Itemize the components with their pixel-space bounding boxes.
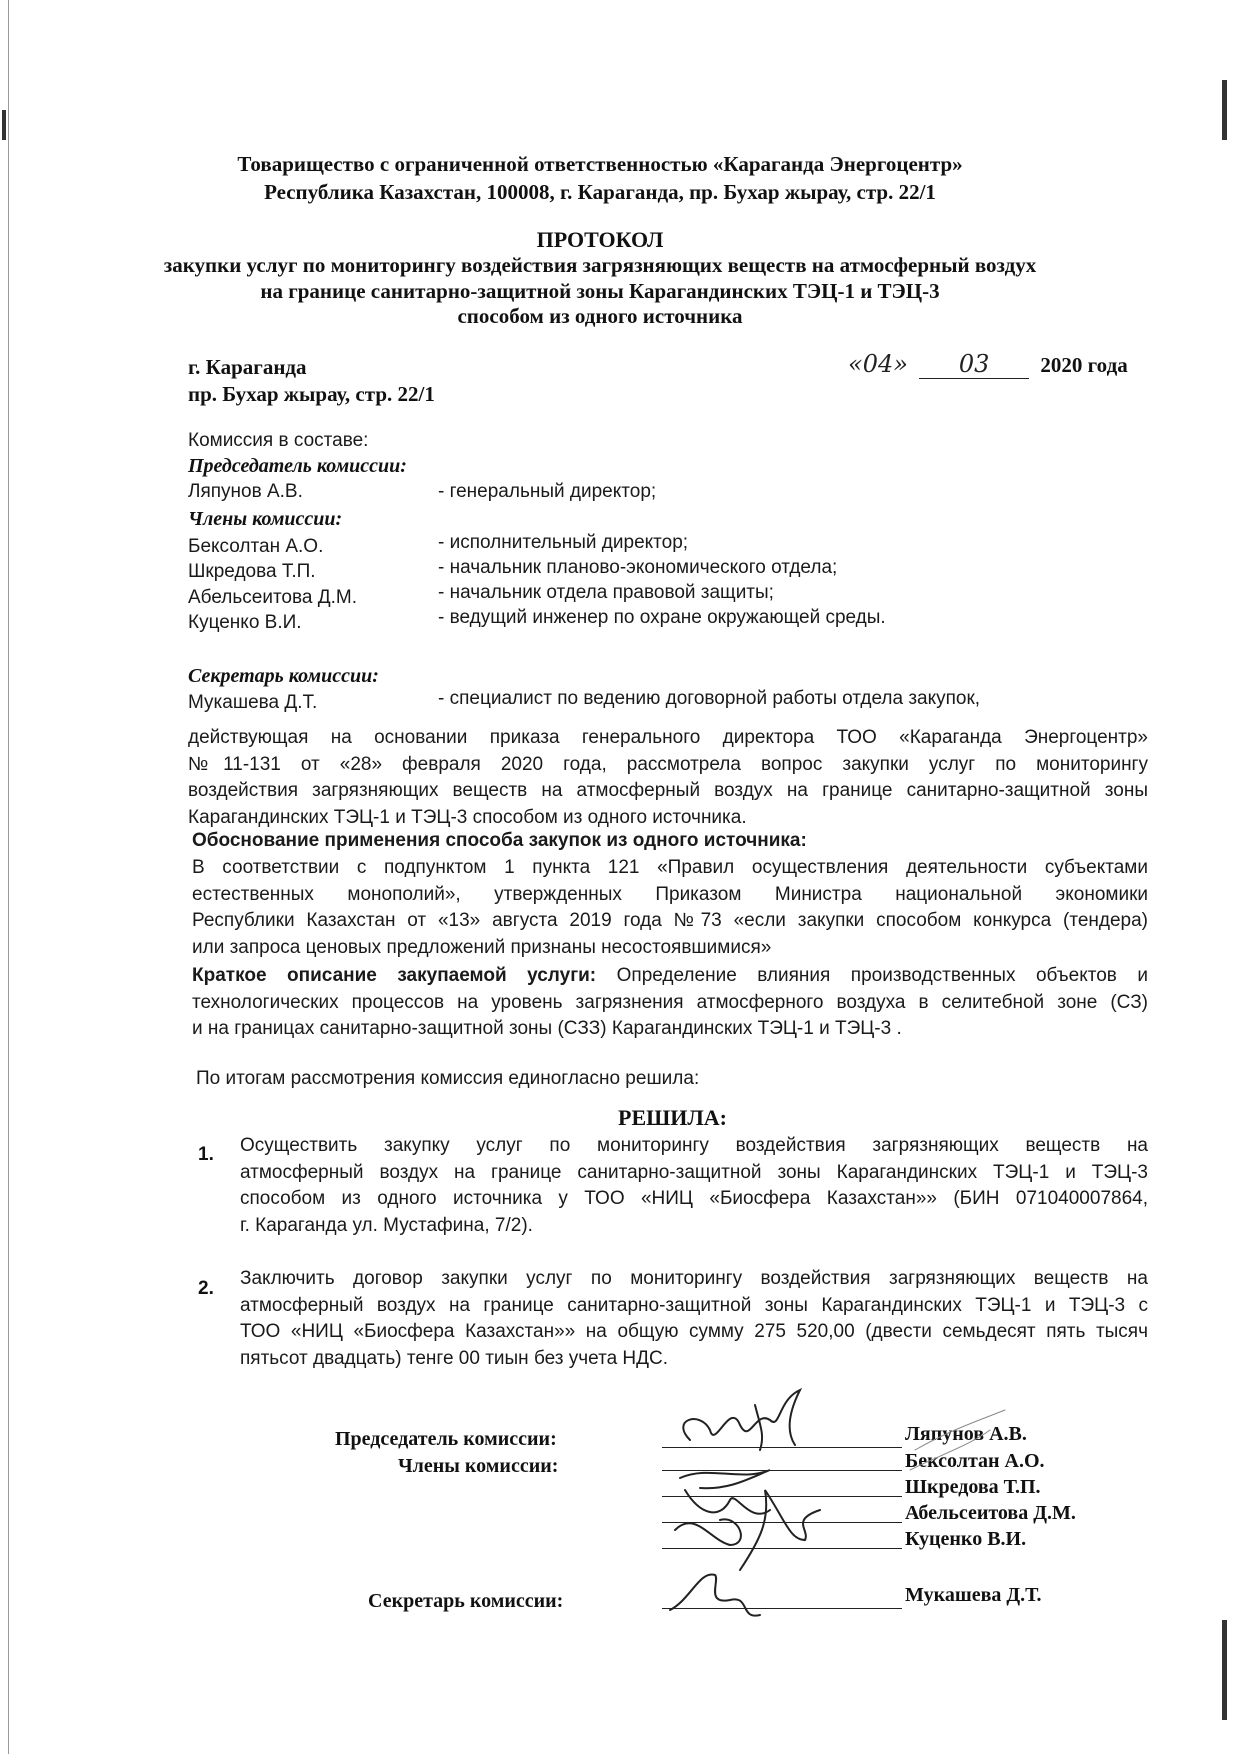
member-name: Бексолтан А.О. — [188, 536, 324, 557]
item-number: 1. — [198, 1144, 214, 1165]
signatory-name: Абельсеитова Д.М. — [905, 1502, 1076, 1524]
commission-intro: Комиссия в составе: — [188, 430, 369, 451]
member-role: - ведущий инженер по охране окружающей среды. — [438, 607, 886, 628]
secretary-role: - специалист по ведению договорной работы отдела закупок, — [438, 688, 981, 709]
members-heading: Члены комиссии: — [188, 508, 343, 530]
paragraph-line: г. Караганда ул. Мустафина, 7/2). — [240, 1214, 533, 1236]
signatory-name: Ляпунов А.В. — [905, 1423, 1027, 1445]
scan-edge-mark — [8, 0, 9, 1754]
paragraph-line: действующая на основании приказа генерального директора ТОО «Караганда Энергоцентр» — [188, 727, 1148, 748]
date-day-open: « — [848, 350, 863, 378]
paragraph-line: пятьсот двадцать) тенге 00 тиын без учета НДС. — [240, 1347, 669, 1369]
decision-item-1 — [240, 1133, 1148, 1239]
signatory-name: Куценко В.И. — [905, 1528, 1027, 1550]
scan-edge-mark — [1222, 1620, 1227, 1720]
member-role: - исполнительный директор; — [438, 532, 689, 553]
organization-name: Товарищество с ограниченной ответственностью «Караганда Энергоцентр» — [237, 152, 963, 176]
paragraph-line: Осуществить закупку услуг по мониторингу воздействия загрязняющих веществ на — [240, 1135, 1148, 1156]
decision-item-2 — [240, 1266, 1148, 1372]
date-day: 04 — [862, 350, 894, 378]
paragraph-line — [192, 963, 1148, 990]
title-line-3: способом из одного источника — [457, 304, 743, 328]
paragraph-line: воздействия загрязняющих веществ на атмосферный воздух на границе санитарно-защитной зоны — [188, 780, 1148, 801]
paragraph-line: атмосферный воздух на границе санитарно-защитной зоны Карагандинских ТЭЦ-1 и ТЭЦ-3 — [240, 1161, 1148, 1183]
date-month-underline — [919, 350, 1029, 379]
scan-edge-mark — [1222, 80, 1227, 140]
signatory-name: Шкредова Т.П. — [905, 1476, 1041, 1498]
paragraph-line: №11-131 от «28» февраля 2020 года, рассмотрела вопрос закупки услуг по мониторингу — [188, 753, 1148, 775]
paragraph-line: технологических процессов на уровень загрязнения атмосферного воздуха в селитебной зоне (СЗ) — [192, 991, 1148, 1013]
scan-edge-mark — [2, 110, 6, 140]
justification-paragraph — [192, 855, 1148, 961]
paragraph-line: ТОО «НИЦ «Биосфера Казахстан»» на общую сумму 275 520,00 (двести семьдесят пять тысяч — [240, 1321, 1148, 1342]
paragraph-line: естественных монополий», утвержденных Приказом Министра национальной экономики — [192, 883, 1148, 905]
paragraph-line: В соответствии с подпунктом 1 пункта 121 «Правил осуществления деятельности субъектами — [192, 857, 1148, 878]
date-month: 03 — [958, 350, 990, 378]
chair-name: Ляпунов А.В. — [188, 481, 303, 502]
signatory-name: Мукашева Д.Т. — [905, 1584, 1042, 1606]
member-name: Шкредова Т.П. — [188, 561, 316, 582]
document-title: ПРОТОКОЛ — [536, 227, 664, 252]
paragraph-line: и на границах санитарно-защитной зоны (СЗЗ) Карагандинских ТЭЦ-1 и ТЭЦ-3 . — [192, 1018, 902, 1039]
paragraph-line: или запроса ценовых предложений признаны несостоявшимися» — [192, 936, 772, 958]
date-day-close: » — [893, 350, 908, 378]
paragraph-line: способом из одного источника у ТОО «НИЦ «Биосфера Казахстан»» (БИН 071040007864, — [240, 1188, 1148, 1209]
place-street: пр. Бухар жырау, стр. 22/1 — [188, 382, 435, 406]
description-heading: Краткое описание закупаемой услуги: — [192, 965, 597, 986]
decision-heading: РЕШИЛА: — [618, 1105, 727, 1130]
member-role: - начальник планово-экономического отдела; — [438, 557, 838, 578]
place-city: г. Караганда — [188, 355, 307, 379]
signature-members-label: Члены комиссии: — [398, 1455, 559, 1477]
document-date — [848, 350, 1128, 379]
title-line-1: закупки услуг по мониторингу воздействия загрязняющих веществ на атмосферный воздух — [163, 253, 1037, 277]
paragraph-line: Республики Казахстан от «13» августа 2019 года №73 «если закупки способом конкурса (тендера) — [192, 910, 1148, 931]
paragraph-line: атмосферный воздух на границе санитарно-защитной зоны Карагандинских ТЭЦ-1 и ТЭЦ-3 с — [240, 1294, 1148, 1316]
paragraph-line: Карагандинских ТЭЦ-1 и ТЭЦ-3 способом из одного источника. — [188, 806, 747, 828]
chair-heading: Председатель комиссии: — [188, 455, 407, 477]
paragraph-line: Заключить договор закупки услуг по мониторингу воздействия загрязняющих веществ на — [240, 1268, 1148, 1289]
date-year: 2020 года — [1040, 353, 1128, 377]
chair-role: - генеральный директор; — [438, 481, 657, 502]
item-number: 2. — [198, 1278, 214, 1299]
decision-intro: По итогам рассмотрения комиссия единогласно решила: — [196, 1068, 700, 1089]
member-name: Куценко В.И. — [188, 612, 302, 633]
description-paragraph — [192, 963, 1148, 1043]
justification-heading: Обоснование применения способа закупок из одного источника: — [192, 830, 807, 851]
signature-chair-label: Председатель комиссии: — [335, 1428, 557, 1450]
signatory-name: Бексолтан А.О. — [905, 1450, 1045, 1472]
organization-address: Республика Казахстан, 100008, г. Караганда, пр. Бухар жырау, стр. 22/1 — [264, 180, 936, 204]
handwritten-signatures — [660, 1370, 1060, 1630]
secretary-heading: Секретарь комиссии: — [188, 665, 379, 687]
signature-secretary-label: Секретарь комиссии: — [368, 1590, 564, 1612]
title-line-2: на границе санитарно-защитной зоны Карагандинских ТЭЦ-1 и ТЭЦ-3 — [260, 279, 940, 303]
main-paragraph — [188, 725, 1148, 831]
member-name: Абельсеитова Д.М. — [188, 587, 357, 608]
member-role: - начальник отдела правовой защиты; — [438, 582, 774, 603]
secretary-name: Мукашева Д.Т. — [188, 692, 318, 713]
description-text: Определение влияния производственных объектов и — [616, 965, 1148, 986]
